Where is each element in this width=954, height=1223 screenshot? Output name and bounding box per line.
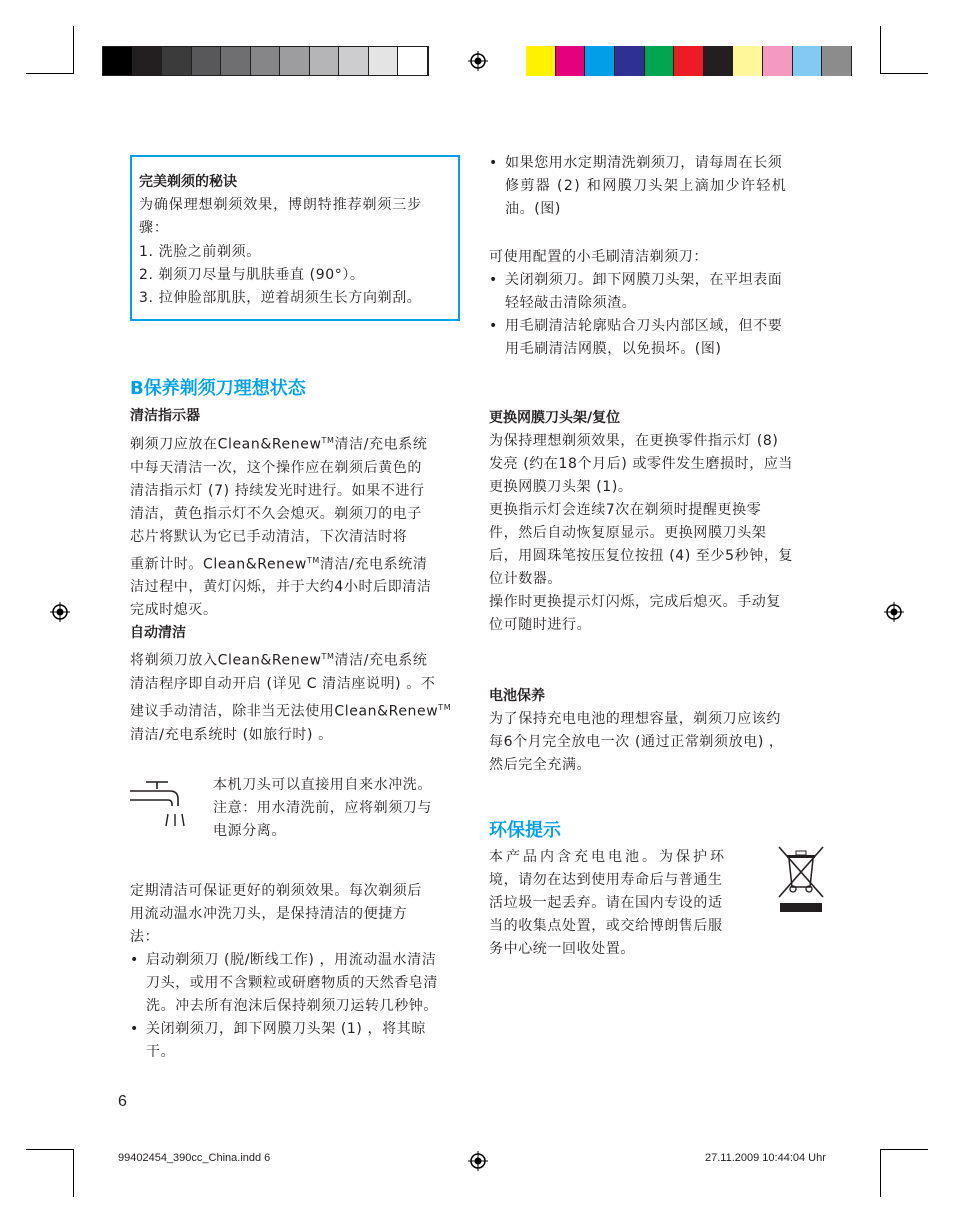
color-swatch xyxy=(133,47,163,75)
water-note xyxy=(213,774,432,843)
text-line: 剃须刀应放在Clean&Renew™清洁/充电系统 xyxy=(130,436,428,453)
registration-mark-icon xyxy=(50,602,70,622)
text-line: 更换指示灯会连续7次在剃须时提醒更换零 xyxy=(489,502,762,518)
text-line: 件，然后自动恢复原显示。更换网膜刀头架 xyxy=(489,525,767,541)
color-swatch xyxy=(280,47,310,75)
color-swatch xyxy=(310,47,340,75)
text-line: 清洁，黄色指示灯不久会熄灭。剃须刀的电子 xyxy=(130,505,422,522)
cleaning-indicator-section xyxy=(130,405,470,747)
tips-step: 1. 洗脸之前剃须。 xyxy=(139,244,261,260)
color-swatch xyxy=(398,47,428,75)
auto-cleaning-heading: 自动清洁 xyxy=(130,625,186,642)
list-item: • 关闭剃须刀，卸下网膜刀头架 (1) ，将其晾 干。 xyxy=(130,1018,470,1064)
registration-mark-icon xyxy=(884,602,904,622)
color-swatch xyxy=(733,46,763,76)
section-b-title: B保养剃须刀理想状态 xyxy=(130,378,306,399)
color-swatch xyxy=(793,46,823,76)
text-line: 芯片将默认为它已手动清洁，下次清洁时将 xyxy=(130,528,408,545)
text-line: 定期清洁可保证更好的剃须效果。每次剃须后 xyxy=(130,883,422,899)
list-item: • 如果您用水定期清洗剃须刀，请每周在长须 修剪器 (2) 和网膜刀头架上滴加少许轻机 油。(图) xyxy=(489,152,834,221)
brush-intro: 可使用配置的小毛刷清洁剃须刀： xyxy=(489,249,708,265)
text-line: 位计数器。 xyxy=(489,571,562,587)
text-line: 位可随时进行。 xyxy=(489,617,592,633)
color-swatch xyxy=(526,46,556,76)
text-line: 每6个月完全放电一次 (通过正常剃须放电) ， xyxy=(489,734,784,750)
battery-section xyxy=(489,685,834,777)
registration-mark-icon xyxy=(468,51,488,71)
color-swatch xyxy=(645,46,675,76)
color-swatch xyxy=(339,47,369,75)
bullet-icon: • xyxy=(489,318,498,334)
crossed-out-bin-icon xyxy=(777,845,825,915)
regular-cleaning-section xyxy=(130,880,470,1064)
tips-step: 2. 剃须刀尽量与肌肤垂直 (90°）。 xyxy=(139,267,365,283)
text-line: 后，用圆珠笔按压复位按扭 (4) 至少5秒钟，复 xyxy=(489,548,794,564)
color-swatch xyxy=(674,46,704,76)
text-line: 务中心统一回收处置。 xyxy=(489,941,635,957)
eco-title: 环保提示 xyxy=(489,820,561,841)
tips-step: 3. 拉伸脸部肌肤，逆着胡须生长方向剃刮。 xyxy=(139,290,422,306)
text-line: 活垃圾一起丢弃。请在国内专设的适 xyxy=(489,895,723,911)
color-swatch xyxy=(763,46,793,76)
footer-timestamp: 27.11.2009 10:44:04 Uhr xyxy=(705,1152,826,1164)
crop-mark xyxy=(26,73,74,74)
color-swatch xyxy=(369,47,399,75)
bullet-icon: • xyxy=(130,952,139,968)
list-item: • 关闭剃须刀。卸下网膜刀头架，在平坦表面 轻轻敲击清除须渣。 xyxy=(489,269,834,315)
crop-mark xyxy=(26,1149,74,1150)
text-line: 本机刀头可以直接用自来水冲洗。 xyxy=(213,777,432,793)
bullet-icon: • xyxy=(489,155,498,171)
crop-mark xyxy=(880,26,881,74)
color-swatch xyxy=(251,47,281,75)
color-swatch xyxy=(556,46,586,76)
color-swatch xyxy=(192,47,222,75)
water-tap-icon xyxy=(126,776,186,832)
text-line: 洁过程中，黄灯闪烁，并于大约4小时后即清洁 xyxy=(130,579,432,596)
text-line: 境，请勿在达到使用寿命后与普通生 xyxy=(489,872,723,888)
page-number: 6 xyxy=(118,1093,127,1110)
color-swatch xyxy=(585,46,615,76)
text-line: 然后完全充满。 xyxy=(489,757,592,773)
brush-section xyxy=(489,246,834,361)
text-line: 发亮 (约在18个月后) 或零件发生磨损时，应当 xyxy=(489,456,794,472)
color-swatch xyxy=(162,47,192,75)
list-item: • 启动剃须刀 (脱/断线工作) ，用流动温水清洁 刀头，或用不含颗粒或研磨物质的天然香皂清 洗。冲去所有泡沫后保持剃须刀运转几秒钟。 xyxy=(130,949,470,1018)
cleaning-indicator-heading: 清洁指示器 xyxy=(130,408,200,424)
text-line: 为了保持充电电池的理想容量，剃须刀应该约 xyxy=(489,711,781,727)
list-item: • 用毛刷清洁轮廓贴合刀头内部区域，但不要 用毛刷清洁网膜，以免损坏。(图) xyxy=(489,315,834,361)
bullet-icon: • xyxy=(130,1021,139,1037)
text-line: 完成时熄灭。 xyxy=(130,602,218,619)
bullet-icon: • xyxy=(489,272,498,288)
crop-mark xyxy=(880,1149,928,1150)
gray-bar xyxy=(102,46,429,76)
text-line: 清洁程序即自动开启 (详见 C 清洁座说明) 。不 xyxy=(130,675,436,692)
text-line: 本产品内含充电电池。为保护环 xyxy=(489,849,727,865)
replace-section xyxy=(489,407,834,637)
crop-mark xyxy=(880,1149,881,1197)
footer-file-info: 99402454_390cc_China.indd 6 xyxy=(118,1152,271,1164)
eco-text xyxy=(489,846,759,961)
text-line: 清洁/充电系统时 (如旅行时) 。 xyxy=(130,726,333,743)
registration-mark-icon xyxy=(468,1151,488,1171)
text-line: 用流动温水冲洗刀头，是保持清洁的便捷方 xyxy=(130,906,408,922)
text-line: 将剃须刀放入Clean&Renew™清洁/充电系统 xyxy=(130,652,428,669)
text-line: 建议手动清洁，除非当无法使用Clean&Renew™ xyxy=(130,702,452,720)
text-line: 操作时更换提示灯闪烁，完成后熄灭。手动复 xyxy=(489,594,781,610)
color-swatch xyxy=(221,47,251,75)
crop-mark xyxy=(880,73,928,74)
color-swatch xyxy=(103,47,133,75)
color-bar xyxy=(526,46,852,76)
crop-mark xyxy=(73,1149,74,1197)
text-line: 当的收集点处置，或交给博朗售后服 xyxy=(489,918,723,934)
text-line: 法： xyxy=(130,929,160,945)
shaving-tips-box xyxy=(130,155,460,321)
color-swatch xyxy=(704,46,734,76)
text-line: 更换网膜刀头架 (1)。 xyxy=(489,479,633,495)
text-line: 为保持理想剃须效果，在更换零件指示灯 (8) xyxy=(489,433,779,449)
tips-heading: 完美剃须的秘诀 xyxy=(139,174,237,190)
text-line: 中每天清洁一次，这个操作应在剃须后黄色的 xyxy=(130,459,422,476)
replace-heading: 更换网膜刀头架/复位 xyxy=(489,410,621,426)
color-swatch xyxy=(822,46,852,76)
oil-note xyxy=(489,152,834,221)
battery-heading: 电池保养 xyxy=(489,688,545,704)
crop-mark xyxy=(73,26,74,74)
tips-intro: 为确保理想剃须效果，博朗特推荐剃须三步骤： xyxy=(139,197,423,236)
text-line: 重新计时。Clean&Renew™清洁/充电系统清 xyxy=(130,555,428,573)
text-line: 电源分离。 xyxy=(213,823,286,839)
text-line: 注意：用水清洗前，应将剃须刀与 xyxy=(213,800,432,816)
color-swatch xyxy=(615,46,645,76)
text-line: 清洁指示灯 (7) 持续发光时进行。如果不进行 xyxy=(130,482,425,499)
